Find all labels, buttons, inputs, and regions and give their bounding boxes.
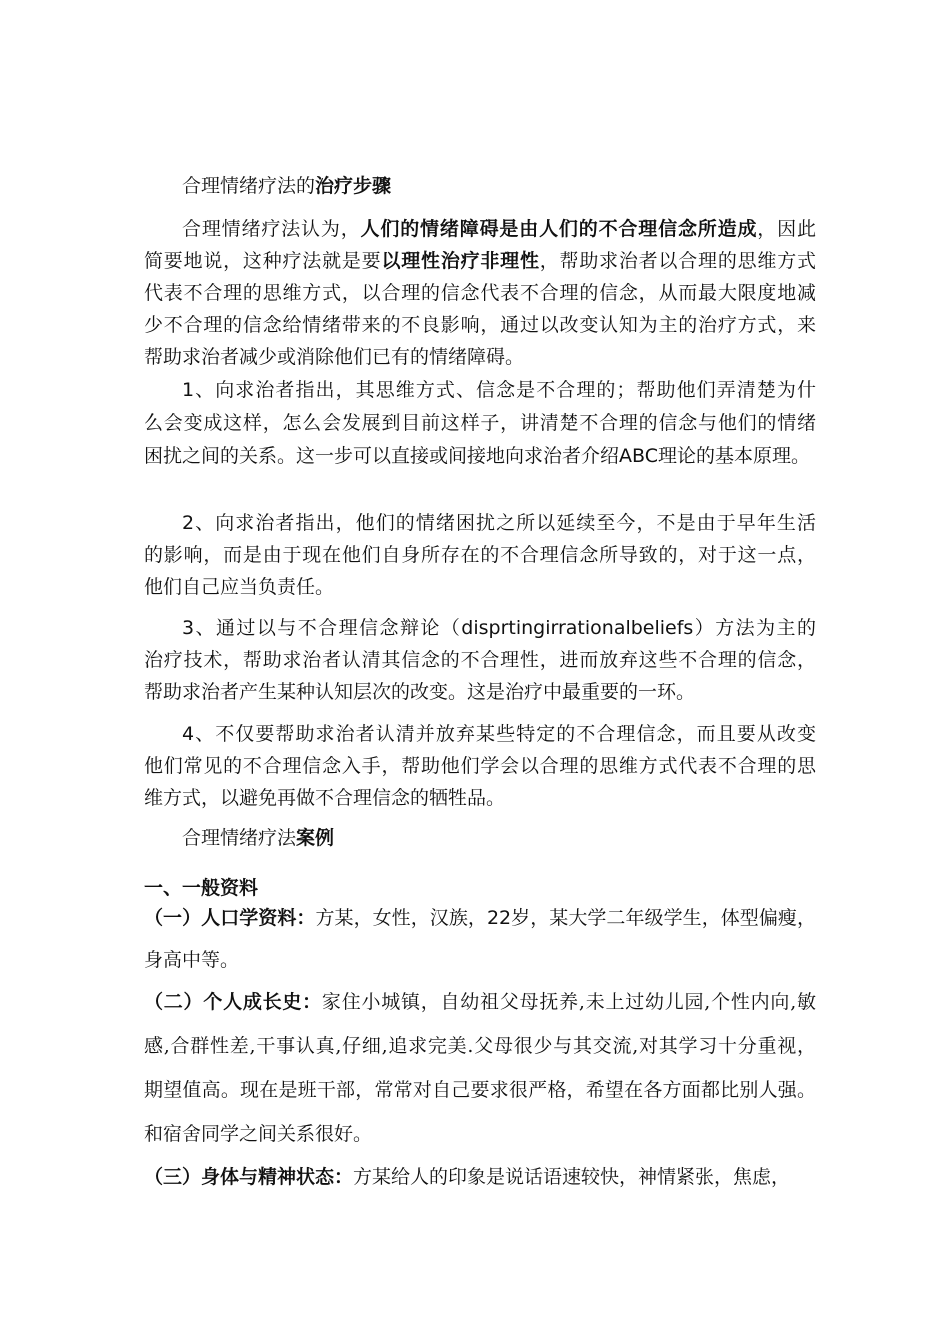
heading-text: 合理情绪疗法 xyxy=(182,827,297,849)
paragraph-line xyxy=(182,718,816,750)
paragraph-line: 维方式，以避免再做不合理信念的牺牲品。 xyxy=(144,787,506,809)
paragraph-line xyxy=(144,986,816,1018)
paragraph-line: 他们自己应当负责任。 xyxy=(144,576,335,598)
paragraph-line xyxy=(144,245,816,277)
text-run: ，因此 xyxy=(757,218,816,240)
subsection-label: （一）人口学资料： xyxy=(144,907,316,929)
subsection-label: （三）身体与精神状态： xyxy=(144,1166,354,1188)
step-number: 4 xyxy=(182,723,195,745)
paragraph-line: 代表不合理的思维方式，以合理的信念代表不合理的信念，从而最大限度地减 xyxy=(144,282,816,304)
text-run: 、通过以与不合理信念辩论（ xyxy=(194,617,462,639)
paragraph-line: 帮助求治者产生某种认知层次的改变。这是治疗中最重要的一环。 xyxy=(144,681,696,703)
age-value: 22 xyxy=(486,907,512,929)
text-run: 方某给人的印象是说话语速较快，神情紧张，焦虑， xyxy=(353,1166,791,1188)
text-run: 简要地说，这种疗法就是要 xyxy=(144,250,382,272)
text-run: 岁，某大学二年级学生，体型偏瘦， xyxy=(511,907,816,929)
paragraph-line: 身高中等。 xyxy=(144,949,240,971)
paragraph-line xyxy=(144,902,816,934)
text-run: ）方法为主的 xyxy=(693,617,816,639)
english-term: disprtingirrationalbeliefs xyxy=(461,617,694,639)
subsection-label: （二）个人成长史： xyxy=(144,991,322,1013)
paragraph-line: 么会变成这样，怎么会发展到目前这样子，讲清楚不合理的信念与他们的情绪 xyxy=(144,412,816,434)
paragraph-line: 帮助求治者减少或消除他们已有的情绪障碍。 xyxy=(144,346,525,368)
paragraph-line: 的影响，而是由于现在他们自身所存在的不合理信念所导致的，对于这一点， xyxy=(144,544,816,566)
text-run: 、向求治者指出，其思维方式、信念是不合理的；帮助他们弄清楚为什 xyxy=(194,379,816,401)
text-run: 、不仅要帮助求治者认清并放弃某些特定的不合理信念，而且要从改变 xyxy=(194,723,816,745)
heading-text: 合理情绪疗法的 xyxy=(182,175,316,197)
heading-bold-text: 案例 xyxy=(296,827,335,849)
paragraph-line: 他们常见的不合理信念入手，帮助他们学会以合理的思维方式代表不合理的思 xyxy=(144,755,816,777)
text-run: 理论的基本原理。 xyxy=(657,445,810,467)
paragraph-line: 和宿舍同学之间关系很好。 xyxy=(144,1123,373,1145)
text-run: ，帮助求治者以合理的思维方式 xyxy=(539,250,816,272)
paragraph-line xyxy=(144,440,810,472)
paragraph-line: 少不合理的信念给情绪带来的不良影响，通过以改变认知为主的治疗方式，来 xyxy=(144,314,816,336)
heading-line xyxy=(182,822,816,854)
bold-text-run: 人们的情绪障碍是由人们的不合理信念所造成 xyxy=(360,218,758,240)
heading-line xyxy=(182,170,816,202)
step-number: 3 xyxy=(182,617,195,639)
paragraph-line xyxy=(182,374,816,406)
text-run: 家住小城镇，自幼祖父母抚养,未上过幼儿园,个性内向,敏 xyxy=(321,991,816,1013)
bold-text-run: 以理性治疗非理性 xyxy=(381,250,540,272)
text-run: 困扰之间的关系。这一步可以直接或间接地向求治者介绍 xyxy=(144,445,620,467)
text-run: 合理情绪疗法认为， xyxy=(182,218,361,240)
paragraph-line xyxy=(182,507,816,539)
abc-text: ABC xyxy=(619,445,658,467)
paragraph-line xyxy=(182,612,816,644)
section-title: 一、一般资料 xyxy=(144,877,259,899)
paragraph-line: 治疗技术，帮助求治者认清其信念的不合理性，进而放弃这些不合理的信念， xyxy=(144,649,816,671)
paragraph-line: 期望值高。现在是班干部，常常对自己要求很严格，希望在各方面都比别人强。 xyxy=(144,1079,816,1101)
text-run: 、向求治者指出，他们的情绪困扰之所以延续至今，不是由于早年生活 xyxy=(194,512,816,534)
text-run: 方某，女性，汉族， xyxy=(315,907,487,929)
step-number: 2 xyxy=(182,512,195,534)
paragraph-line xyxy=(144,1161,790,1193)
heading-bold-text: 治疗步骤 xyxy=(315,175,392,197)
step-number: 1 xyxy=(182,379,195,401)
paragraph-line: 感,合群性差,干事认真,仔细,追求完美.父母很少与其交流,对其学习十分重视， xyxy=(144,1035,816,1057)
paragraph-line xyxy=(182,213,816,245)
